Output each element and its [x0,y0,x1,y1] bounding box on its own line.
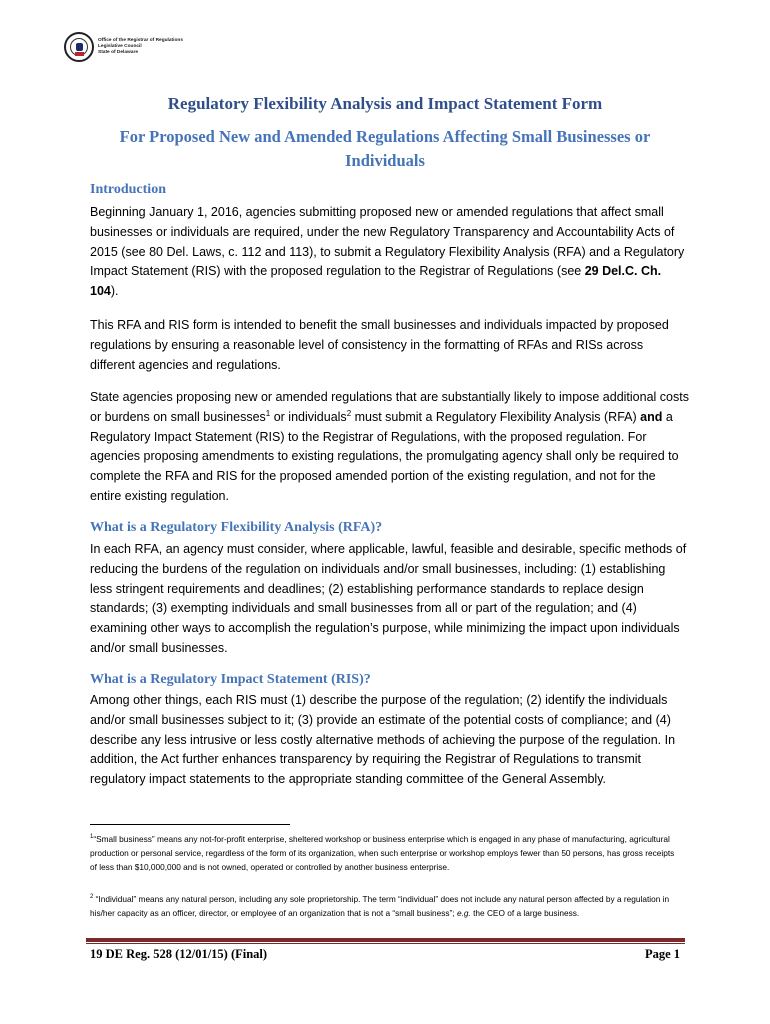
statute-citation: 29 Del.C. Ch. 104 [90,264,662,299]
intro-p3-part-d: a Regulatory Impact Statement (RIS) to the Registrar of Regulations, with the proposed regulation. For agencies proposing amendments to existing regulations, the promulgating agency shall only be required to complete the RFA and RIS for the proposed amended portion of the existing regulation, and not for the entire existing regulation. [90,409,679,503]
page-number: Page 1 [644,947,680,961]
intro-p1-text: Beginning January 1, 2016, agencies submitting proposed new or amended regulations that affect small businesses or individuals are required, under the new Regulatory Transparency and Accountability Acts of 2015 (see 80 Del. Laws, c. 112 and 113), to submit a Regulatory Flexibility Analysis (RFA) and a Regulatory Impact Statement (RIS) with the proposed regulation to the Registrar of Regulations (see [90,205,685,279]
footnote-2-text-a: “Individual” means any natural person, including any sole proprietorship. The term “individual” does not include any natural person affected by a regulation in his/her capacity as an officer, director, or employee of an organization that is not a “small business”; [90,894,670,918]
ris-paragraph: Among other things, each RIS must (1) describe the purpose of the regulation; (2) identify the individuals and/or small businesses subject to it; (3) provide an estimate of the potential costs of compliance; and (4) describe any less intrusive or less costly alternative methods of achieving the purpose of the regulation. In addition, the Act further enhances transparency by requiring the Registrar of Regulations to transmit regulatory impact statements to the appropriate standing committee of the General Assembly. [90,693,676,787]
introduction-heading: Introduction [90,182,166,197]
intro-paragraph-3 [90,388,690,507]
footnote-2-eg: e.g. [456,908,471,918]
footnote-separator [90,824,290,825]
document-subtitle: For Proposed New and Amended Regulations Affecting Small Businesses or Individuals [119,127,651,170]
footnote-2 [90,892,680,920]
footer-rule [86,938,685,942]
agency-line-3: State of Delaware [98,50,138,55]
agency-line-1: Office of the Registrar of Regulations [98,38,184,43]
rfa-heading: What is a Regulatory Flexibility Analysis (RFA)? [90,520,383,535]
intro-paragraph-2: This RFA and RIS form is intended to benefit the small businesses and individuals impacted by proposed regulations by ensuring a reasonable level of consistency in the formatting of RFAs and RISs across different agencies and regulations. [90,318,669,372]
footnote-2-mark: 2 [90,894,94,901]
state-seal-icon [64,32,94,62]
agency-name [98,38,183,56]
ris-heading: What is a Regulatory Impact Statement (RIS)? [90,672,371,687]
intro-p3-part-c: must submit a Regulatory Flexibility Analysis (RFA) [351,409,641,424]
footnote-ref-2: 2 [346,408,352,418]
intro-p1-end: ). [110,284,119,299]
intro-paragraph-1 [90,203,690,302]
footnote-ref-1: 1 [265,408,271,418]
footer-citation: 19 DE Reg. 528 (12/01/15) (Final) [90,947,268,961]
intro-p3-and: and [640,409,663,424]
document-title: Regulatory Flexibility Analysis and Impact Statement Form [167,94,603,113]
page-header [64,32,183,62]
footnote-1 [90,832,680,874]
rfa-paragraph: In each RFA, an agency must consider, where applicable, lawful, feasible and desirable, specific methods of reducing the burdens of the regulation on individuals and/or small businesses, including: (1) establishing less stringent requirements and deadlines; (2) establishing performance standards to replace design standards; (3) exempting individuals and small businesses from all or part of the regulation; and (4) examining other ways to accomplish the regulation’s purpose, while minimizing the impact upon individuals and/or small businesses. [90,542,687,655]
intro-p3-part-a: State agencies proposing new or amended regulations that are substantially likely to impose additional costs or burdens on small businesses [90,390,689,424]
footnote-1-text: “Small business” means any not-for-profit enterprise, sheltered workshop or business enterprise which is engaged in any phase of manufacturing, agricultural production or personal service, regardless of the form of its organization, when such enterprise or workshop employs fewer than 50 persons, has gross receipts of less than $10,000,000 and is not owned, operated or controlled by another business enterprise. [90,834,675,872]
footnote-2-text-b: the CEO of a large business. [470,908,580,918]
intro-p3-part-b: or individuals [270,409,347,424]
footnote-1-mark: 1 [90,834,94,841]
agency-line-2: Legislative Council [98,44,142,49]
